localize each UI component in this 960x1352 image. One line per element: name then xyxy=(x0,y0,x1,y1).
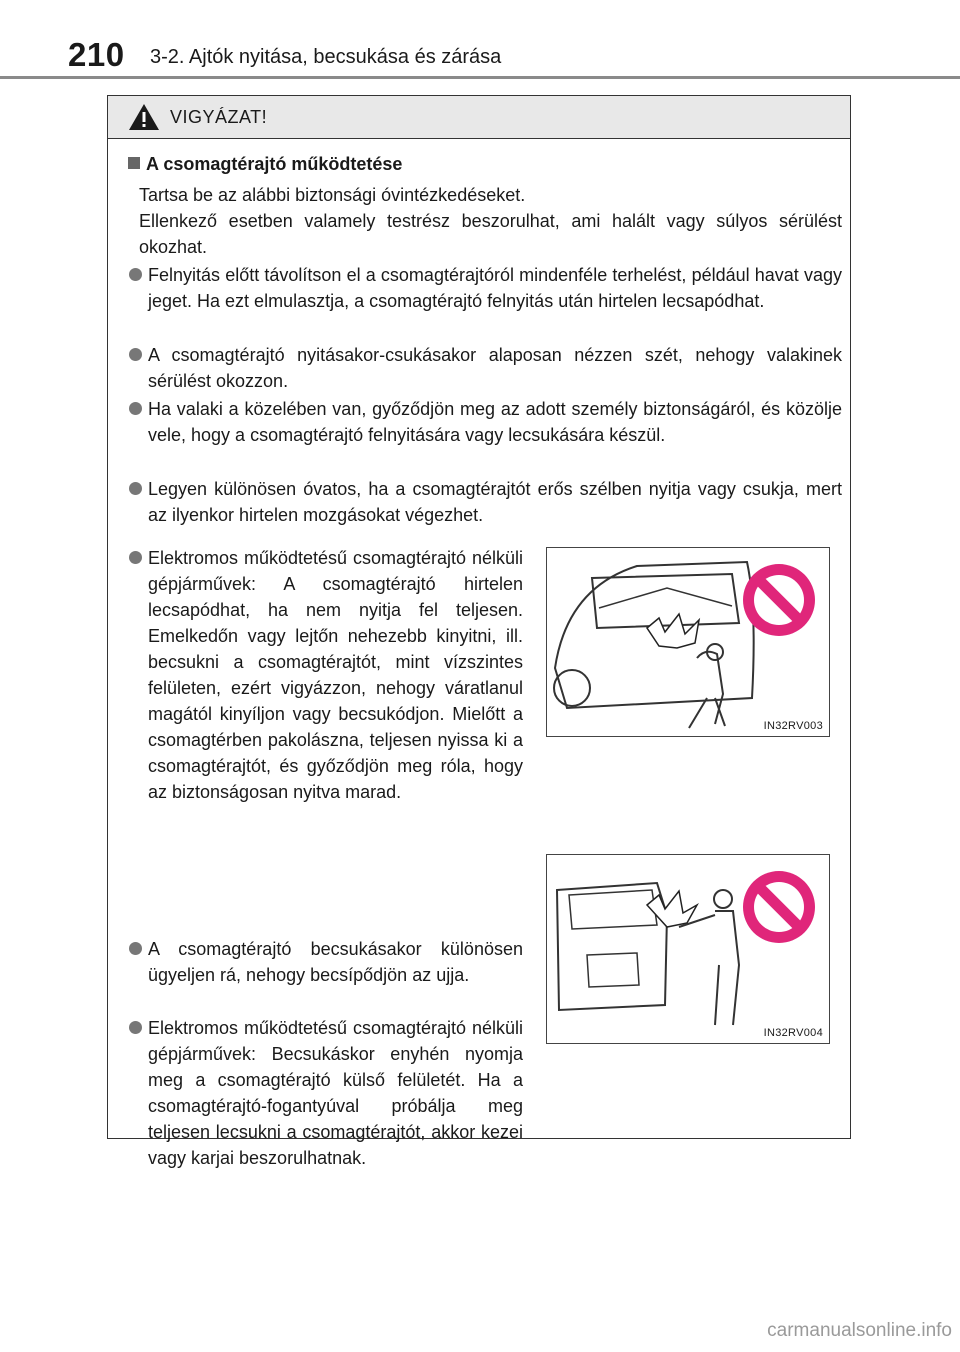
bullet-1: Felnyitás előtt távolítson el a csomagtérajtóról mindenféle terhelést, például havat vagy jeget. Ha ezt elmulasztja, a csomagtérajtó felnyitás után hirtelen lecsapódhat. xyxy=(148,262,842,314)
intro-line-1: Tartsa be az alábbi biztonsági óvintézkedéseket. xyxy=(139,185,526,205)
finger-pinch-illustration xyxy=(547,855,829,1043)
warning-triangle-icon xyxy=(128,103,160,131)
bullet-5: Elektromos működtetésű csomagtérajtó nélküli gépjárművek: A csomagtérajtó hirtelen lecsapódhat, ha nem nyitja fel teljesen. Emelkedőn vagy lejtőn nehezebb kinyitni, ill. becsukni a csomagtérajtót, mint vízszintes felületen, ezért vigyázzon, nehogy váratlanul magától kinyíljon vagy becsukódjon. Mielőtt a csomagtérben pakolászna, teljesen nyissa ki a csomagtérajtót, és győződjön meg róla, hogy az biztonságosan nyitva marad. xyxy=(148,545,523,805)
warning-header xyxy=(108,96,850,139)
figure-code: IN32RV003 xyxy=(763,720,823,732)
intro xyxy=(139,182,842,260)
header-rule xyxy=(0,76,960,79)
bullet-dot-icon xyxy=(129,482,142,495)
figure-code: IN32RV004 xyxy=(763,1027,823,1039)
figure-finger-pinch xyxy=(546,854,830,1044)
section-title: 3-2. Ajtók nyitása, becsukása és zárása xyxy=(150,46,502,68)
warning-box xyxy=(107,95,851,1168)
bullet-2: A csomagtérajtó nyitásakor-csukásakor alaposan nézzen szét, nehogy valakinek sérülést okozzon. xyxy=(148,342,842,394)
bullet-dot-icon xyxy=(129,1021,142,1034)
bullet-dot-icon xyxy=(129,942,142,955)
warning-title: VIGYÁZAT! xyxy=(170,107,268,127)
bullet-4: Legyen különösen óvatos, ha a csomagtérajtót erős szélben nyitja vagy csukja, mert az ilyenkor hirtelen mozgásokat végezhet. xyxy=(148,476,842,528)
bullet-dot-icon xyxy=(129,348,142,361)
bullet-dot-icon xyxy=(129,268,142,281)
bullet-7: Elektromos működtetésű csomagtérajtó nélküli gépjárművek: Becsukáskor enyhén nyomja meg a csomagtérajtó külső felületét. Ha a csomagtérajtó-fogantyúval próbálja meg teljesen lecsukni a csomagtérajtót, akkor kezei vagy karjai beszorulhatnak. xyxy=(148,1015,523,1171)
bullet-dot-icon xyxy=(129,551,142,564)
intro-line-2: Ellenkező esetben valamely testrész beszorulhat, ami halált vagy súlyos sérülést okozhat. xyxy=(139,211,842,257)
subheading xyxy=(128,154,402,175)
square-bullet-icon xyxy=(128,157,140,169)
page-number: 210 xyxy=(68,36,125,73)
page-header xyxy=(0,0,960,80)
bullet-3: Ha valaki a közelében van, győződjön meg az adott személy biztonságáról, és közölje vele, hogy a csomagtérajtó felnyitására vagy lecsukására készül. xyxy=(148,396,842,448)
tailgate-falling-illustration xyxy=(547,548,829,736)
subheading-text: A csomagtérajtó működtetése xyxy=(146,154,403,174)
bullet-6: A csomagtérajtó becsukásakor különösen ügyeljen rá, nehogy becsípődjön az ujja. xyxy=(148,936,523,988)
bullet-dot-icon xyxy=(129,402,142,415)
figure-tailgate-falling xyxy=(546,547,830,737)
watermark: carmanualsonline.info xyxy=(767,1320,952,1341)
